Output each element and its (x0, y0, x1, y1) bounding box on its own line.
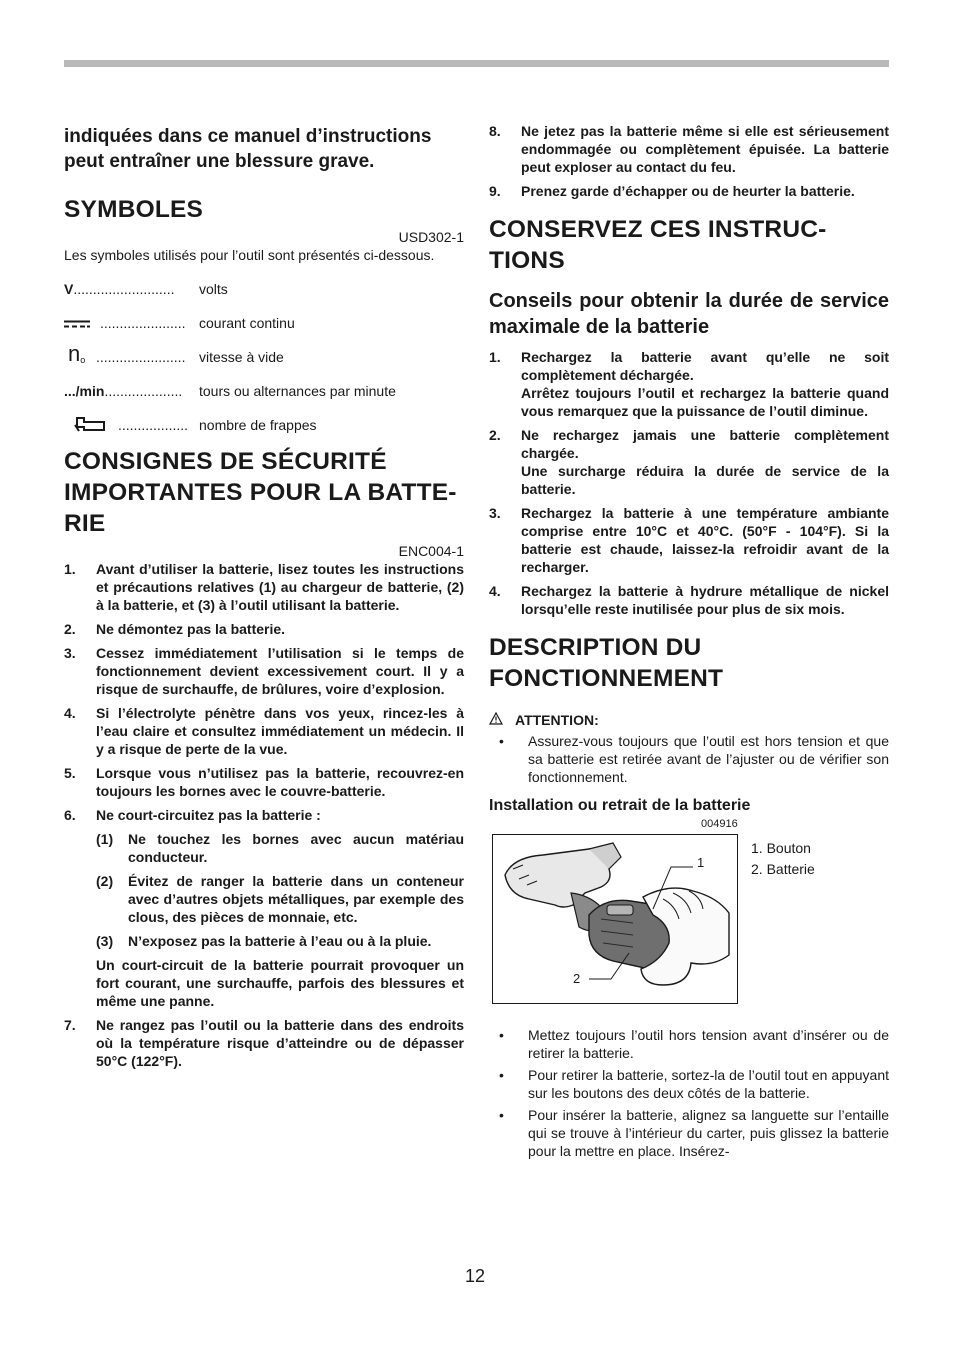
symbol-row-per-min: .../min .................... tours ou alternances par minute (64, 374, 464, 408)
symbol-row-impact-rate: .................. nombre de frappes (64, 408, 464, 442)
attention-list (489, 732, 889, 786)
sub-item: (2) Évitez de ranger la batterie dans un conteneur avec d’autres objets métalliques, par exemple des clous, des pièces de monnaie, etc. (96, 873, 464, 925)
direct-current-icon (64, 315, 92, 331)
drill-battery-illustration (492, 834, 738, 1004)
attention-row (489, 712, 889, 728)
symbol-label: nombre de frappes (199, 417, 317, 433)
symbol-row-no-load-speed: no ....................... vitesse à vide (64, 340, 464, 374)
header-rule (64, 60, 889, 67)
symbol-label: volts (199, 281, 228, 297)
no-load-speed-icon: no (68, 344, 86, 366)
conseils-list (489, 348, 889, 618)
figure-code: 004916 (701, 818, 738, 830)
list-item: 7. Ne rangez pas l’outil ou la batterie dans des endroits où la température risque d’atteindre ou de dépasser 50°C (122°F). (64, 1017, 464, 1069)
safety-list (64, 560, 464, 1070)
left-column (64, 118, 464, 1076)
list-item: • Assurez-vous toujours que l’outil est hors tension et que sa batterie est retirée avant de l’ajuster ou de vérifier son fonctionnement. (499, 733, 889, 785)
symbol-label: vitesse à vide (199, 349, 284, 365)
page-number: 12 (465, 1266, 486, 1286)
legend-item: 2. Batterie (751, 861, 815, 877)
list-item: 1. Avant d’utiliser la batterie, lisez toutes les instructions et précautions relatives (1) au chargeur de batterie, (2) à la batterie, et (3) à l’outil utilisant la batterie. (64, 561, 464, 613)
list-item: 3. Cessez immédiatement l’utilisation si le temps de fonctionnement devient excessivement court. Il y a risque de surchauffe, de brûlures, voire d’explosion. (64, 645, 464, 697)
list-item: 8. Ne jetez pas la batterie même si elle est sérieusement endommagée ou complètement épuisée. La batterie peut exploser au contact du feu. (489, 123, 889, 175)
list-item: • Pour insérer la batterie, alignez sa languette sur l’entaille qui se trouve à l’intérieur du carter, puis glissez la batterie pour la mettre en place. Insérez- (499, 1107, 889, 1159)
list-item: 1. Rechargez la batterie avant qu’elle ne soit complètement déchargée. Arrêtez toujours l’outil et rechargez la batterie quand vous remarquez que la puissance de l’outil diminue. (489, 349, 889, 419)
list-item: 6. Ne court-circuitez pas la batterie : (1) Ne touchez les bornes avec aucun matériau conducteur. (2) Évitez de ranger la batterie dans un conteneur avec d’autres objets métalliques, par exemple des clous, des pièces de monnaie, etc. (3) N’exposez pas la batterie à l’eau ou à la pluie. Un court-circuit de la batterie pourrait provoquer un fort courant, une surchauffe, parfois des blessures et même une panne. (64, 807, 464, 1009)
symbol-row-dc: ...................... courant continu (64, 306, 464, 340)
sub-item: (3) N’exposez pas la batterie à l’eau ou à la pluie. (96, 933, 432, 949)
list-item: 9. Prenez garde d’échapper ou de heurter la batterie. (489, 183, 855, 199)
symbol-label: courant continu (199, 315, 295, 331)
consignes-heading: CONSIGNES DE SÉCURITÉ IMPORTANTES POUR LA BATTE-RIE (64, 448, 457, 537)
conseils-heading: Conseils pour obtenir la durée de service maximale de la batterie (489, 290, 889, 338)
impact-rate-icon (74, 415, 118, 436)
figure-legend (751, 838, 815, 880)
sub-item: (1) Ne touchez les bornes avec aucun matériau conducteur. (96, 831, 464, 865)
list-item: • Pour retirer la batterie, sortez-la de l’outil tout en appuyant sur les boutons des deux côtés de la batterie. (499, 1067, 889, 1101)
installation-subheading: Installation ou retrait de la batterie (489, 797, 751, 814)
list-item: 3. Rechargez la batterie à une température ambiante comprise entre 10°C et 40°C. (50°F - 104°F). Si la batterie est chaude, laissez-la refroidir avant de la recharger. (489, 505, 889, 575)
symbol-key: .../min (64, 383, 105, 399)
legend-item: 1. Bouton (751, 840, 811, 856)
callout-1: 1 (697, 855, 705, 870)
attention-label: ATTENTION: (515, 712, 599, 728)
intro-warning: indiquées dans ce manuel d’instructions peut entraîner une blessure grave. (64, 126, 432, 172)
installation-list (489, 1026, 889, 1160)
warning-triangle-icon (489, 712, 515, 728)
symbol-label: tours ou alternances par minute (199, 383, 396, 399)
symbol-row-volts: V .......................... volts (64, 272, 464, 306)
list-item: 2. Ne rechargez jamais une batterie complètement chargée. Une surcharge réduira la durée de service de la batterie. (489, 427, 889, 497)
consignes-code: ENC004-1 (398, 543, 464, 559)
list-item: 4. Rechargez la batterie à hydrure métallique de nickel lorsqu’elle reste inutilisée pour plus de six mois. (489, 583, 889, 617)
symbol-key: V (64, 281, 74, 297)
symboles-heading: SYMBOLES (64, 196, 204, 223)
list-item: 5. Lorsque vous n’utilisez pas la batterie, recouvrez-en toujours les bornes avec le couvre-batterie. (64, 765, 464, 799)
sub-note: Un court-circuit de la batterie pourrait provoquer un fort courant, une surchauffe, parfois des blessures et même une panne. (96, 957, 464, 1009)
right-column (489, 118, 889, 1164)
callout-2: 2 (573, 971, 581, 986)
battery-figure (489, 818, 889, 1008)
list-item: 4. Si l’électrolyte pénètre dans vos yeux, rincez-les à l’eau claire et consultez immédiatement un médecin. Il y a risque de perte de la vue. (64, 705, 464, 757)
conservez-heading: CONSERVEZ CES INSTRUC-TIONS (489, 216, 827, 274)
description-heading: DESCRIPTION DU FONCTIONNEMENT (489, 634, 724, 692)
list-item: 2. Ne démontez pas la batterie. (64, 621, 286, 637)
safety-list-continued (489, 122, 889, 200)
symboles-intro: Les symboles utilisés pour l’outil sont présentés ci-dessous. (64, 247, 435, 263)
list-item: • Mettez toujours l’outil hors tension avant d’insérer ou de retirer la batterie. (499, 1027, 889, 1061)
symboles-code: USD302-1 (398, 229, 464, 245)
